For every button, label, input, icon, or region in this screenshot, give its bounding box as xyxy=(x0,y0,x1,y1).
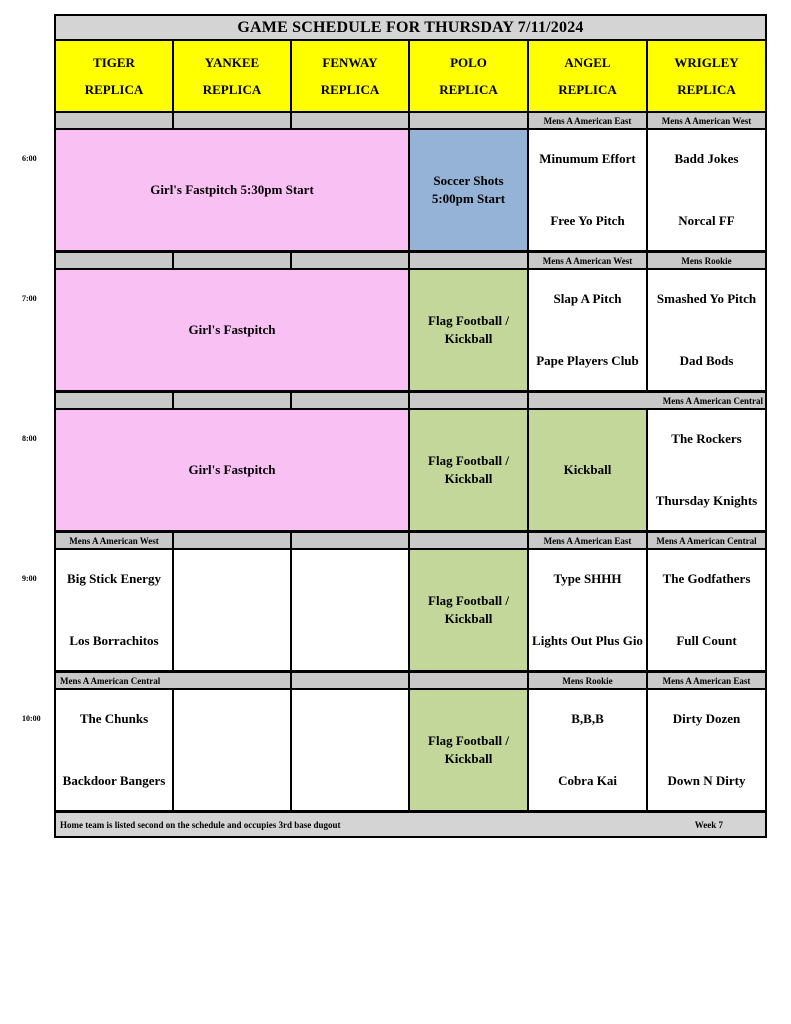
event-flag-football xyxy=(410,550,527,670)
division-label: Mens A American West xyxy=(56,533,172,548)
division-label: Mens A American West xyxy=(648,113,765,128)
game-matchup xyxy=(648,410,765,530)
game-matchup xyxy=(529,550,646,670)
game-matchup xyxy=(529,130,646,250)
home-team: Norcal FF xyxy=(678,213,735,228)
page-title: GAME SCHEDULE FOR THURSDAY 7/11/2024 xyxy=(56,16,765,39)
schedule-table xyxy=(54,14,767,838)
division-label xyxy=(410,393,527,408)
home-team: Free Yo Pitch xyxy=(550,213,625,228)
field-header-fenway xyxy=(292,41,408,111)
game-matchup xyxy=(648,130,765,250)
event-flag-football xyxy=(410,270,527,390)
event-girls-fastpitch: Girl's Fastpitch xyxy=(56,270,408,390)
event-line: Flag Football / xyxy=(428,733,509,748)
field-header-tiger xyxy=(56,41,172,111)
field-type: REPLICA xyxy=(202,81,262,97)
event-line: Kickball xyxy=(444,611,493,626)
away-team: Badd Jokes xyxy=(674,151,739,166)
division-label: Mens Rookie xyxy=(648,253,765,268)
home-team: Thursday Knights xyxy=(655,493,758,508)
home-team: Dad Bods xyxy=(679,353,734,368)
away-team: Type SHHH xyxy=(553,571,622,586)
field-type: REPLICA xyxy=(320,81,380,97)
field-type: REPLICA xyxy=(439,81,498,97)
away-team: Smashed Yo Pitch xyxy=(656,291,757,306)
division-label xyxy=(56,393,172,408)
event-line: Flag Football / xyxy=(428,453,509,468)
away-team: Slap A Pitch xyxy=(553,291,622,306)
event-soccer-shots xyxy=(410,130,527,250)
field-header-polo xyxy=(410,41,527,111)
division-label: Mens A American East xyxy=(648,673,765,688)
division-label xyxy=(292,533,408,548)
division-label xyxy=(410,673,527,688)
empty-slot xyxy=(174,690,290,810)
event-line: Kickball xyxy=(444,751,493,766)
event-girls-fastpitch: Girl's Fastpitch xyxy=(56,410,408,530)
game-matchup xyxy=(648,690,765,810)
home-team: Lights Out Plus Gio xyxy=(532,633,643,648)
event-line: Kickball xyxy=(444,471,493,486)
field-header-wrigley xyxy=(648,41,765,111)
division-label xyxy=(174,533,290,548)
field-name: FENWAY xyxy=(322,54,378,70)
division-label xyxy=(410,253,527,268)
event-line: Flag Football / xyxy=(428,313,509,328)
event-kickball: Kickball xyxy=(529,410,646,530)
event-girls-fastpitch: Girl's Fastpitch 5:30pm Start xyxy=(56,130,408,250)
field-name: POLO xyxy=(450,54,487,70)
event-line: Flag Football / xyxy=(428,593,509,608)
home-team: Los Borrachitos xyxy=(69,633,159,648)
away-team: The Rockers xyxy=(671,431,742,446)
away-team: The Godfathers xyxy=(662,571,751,586)
home-team: Down N Dirty xyxy=(667,773,746,788)
division-label xyxy=(292,253,408,268)
field-header-angel xyxy=(529,41,646,111)
empty-slot xyxy=(292,550,408,670)
footer-note: Home team is listed second on the schedule and occupies 3rd base dugout xyxy=(60,819,341,830)
home-team: Backdoor Bangers xyxy=(62,773,166,788)
empty-slot xyxy=(292,690,408,810)
field-type: REPLICA xyxy=(677,81,736,97)
away-team: Big Stick Energy xyxy=(67,571,161,586)
division-label xyxy=(174,253,290,268)
division-label xyxy=(174,113,290,128)
away-team: Dirty Dozen xyxy=(672,711,741,726)
division-label xyxy=(292,113,408,128)
game-matchup xyxy=(529,690,646,810)
division-label: Mens A American Central xyxy=(529,393,765,408)
time-label-10: 10:00 xyxy=(22,714,41,723)
home-team: Full Count xyxy=(676,633,737,648)
away-team: The Chunks xyxy=(79,711,149,726)
division-label xyxy=(410,533,527,548)
away-team: B,B,B xyxy=(571,711,604,726)
game-matchup xyxy=(56,690,172,810)
event-flag-football xyxy=(410,690,527,810)
field-type: REPLICA xyxy=(558,81,617,97)
division-label: Mens A American East xyxy=(529,533,646,548)
empty-slot xyxy=(174,550,290,670)
division-label: Mens Rookie xyxy=(529,673,646,688)
event-line: Kickball xyxy=(444,331,493,346)
division-label: Mens A American East xyxy=(529,113,646,128)
event-line: Soccer Shots xyxy=(433,173,504,188)
home-team: Cobra Kai xyxy=(558,773,617,788)
time-label-7: 7:00 xyxy=(22,294,37,303)
time-label-8: 8:00 xyxy=(22,434,37,443)
division-label: Mens A American Central xyxy=(56,673,290,688)
division-label: Mens A American West xyxy=(529,253,646,268)
division-label xyxy=(56,113,172,128)
field-name: WRIGLEY xyxy=(674,54,739,70)
event-line: 5:00pm Start xyxy=(431,191,506,206)
division-label xyxy=(292,673,408,688)
field-name: ANGEL xyxy=(564,54,611,70)
week-label: Week 7 xyxy=(694,819,723,830)
home-team: Pape Players Club xyxy=(536,353,639,368)
division-label xyxy=(410,113,527,128)
game-matchup xyxy=(648,270,765,390)
time-label-9: 9:00 xyxy=(22,574,37,583)
away-team: Minumum Effort xyxy=(539,151,636,166)
game-matchup xyxy=(648,550,765,670)
schedule-footer xyxy=(56,813,765,836)
field-name: TIGER xyxy=(93,54,135,70)
game-matchup xyxy=(529,270,646,390)
field-type: REPLICA xyxy=(84,81,144,97)
division-label: Mens A American Central xyxy=(648,533,765,548)
division-label xyxy=(292,393,408,408)
event-flag-football xyxy=(410,410,527,530)
game-matchup xyxy=(56,550,172,670)
division-label xyxy=(174,393,290,408)
time-label-6: 6:00 xyxy=(22,154,37,163)
division-label xyxy=(56,253,172,268)
field-name: YANKEE xyxy=(204,54,260,70)
field-header-yankee xyxy=(174,41,290,111)
